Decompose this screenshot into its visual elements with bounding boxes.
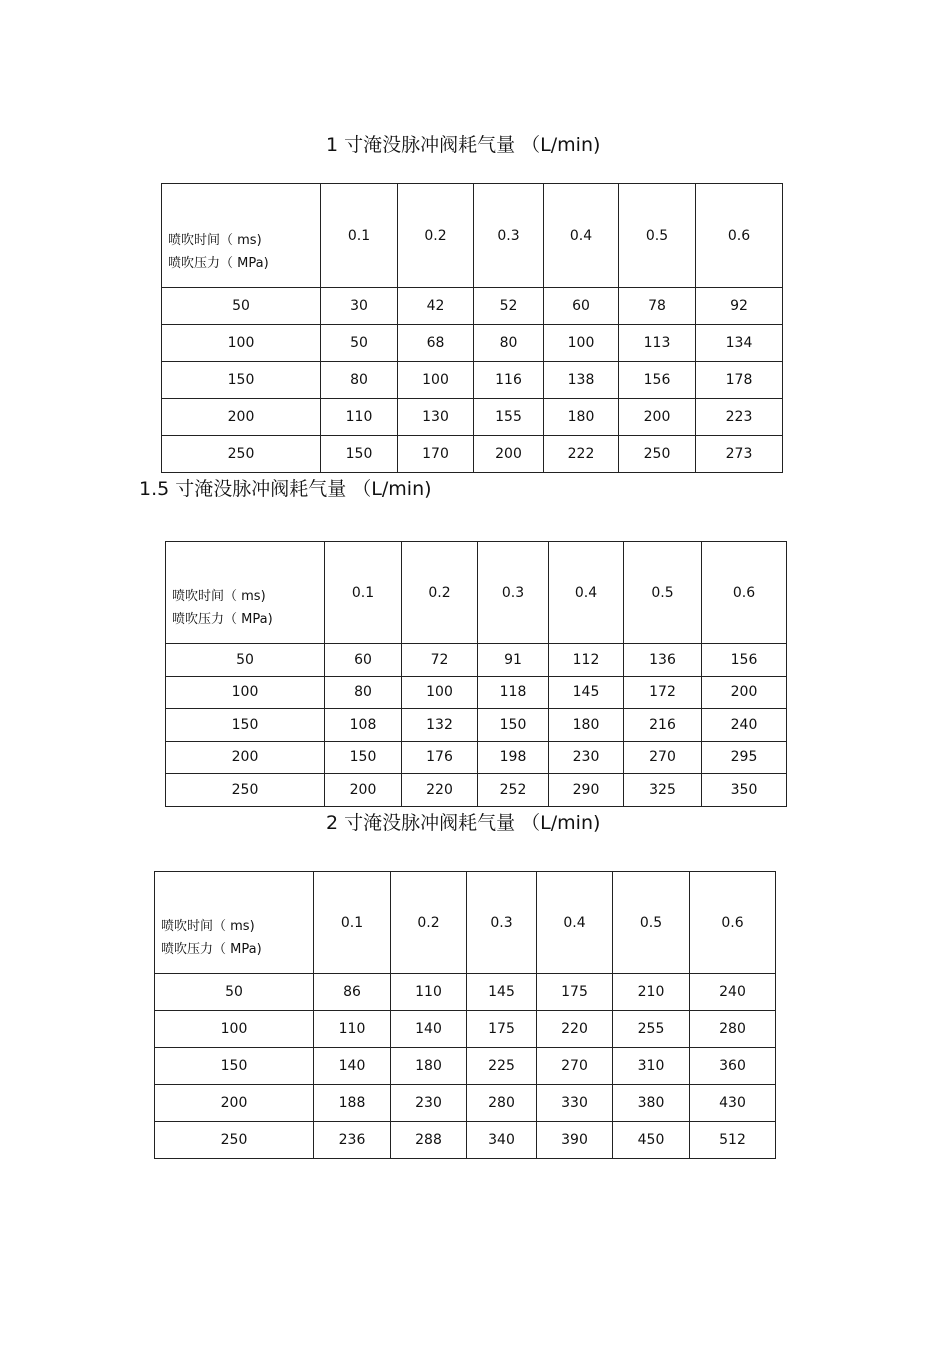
table-row — [155, 974, 776, 1011]
table-cell: 150 — [478, 709, 549, 742]
column-header: 0.3 — [467, 872, 537, 974]
row-header: 150 — [162, 362, 321, 399]
table-title-1-5-inch: 1.5 寸淹没脉冲阀耗气量 （L/min) — [139, 478, 432, 500]
column-header: 0.4 — [537, 872, 613, 974]
corner-header-cell — [155, 872, 314, 974]
table-cell: 280 — [690, 1011, 776, 1048]
table-cell: 132 — [402, 709, 478, 742]
table-row — [162, 362, 783, 399]
table-cell: 80 — [474, 325, 544, 362]
table-cell: 222 — [544, 436, 619, 473]
table-row — [166, 676, 787, 709]
table-cell: 175 — [537, 974, 613, 1011]
table-cell: 100 — [544, 325, 619, 362]
row-header: 250 — [166, 774, 325, 807]
table-cell: 350 — [702, 774, 787, 807]
column-header: 0.6 — [702, 542, 787, 644]
table-cell: 100 — [402, 676, 478, 709]
column-header: 0.5 — [613, 872, 690, 974]
table-cell: 140 — [314, 1048, 391, 1085]
column-header: 0.1 — [325, 542, 402, 644]
table-row — [162, 288, 783, 325]
table-cell: 172 — [624, 676, 702, 709]
table-cell: 210 — [613, 974, 690, 1011]
table-cell: 200 — [702, 676, 787, 709]
table-cell: 236 — [314, 1122, 391, 1159]
table-cell: 134 — [696, 325, 783, 362]
table-cell: 295 — [702, 741, 787, 774]
pulse-pressure-label: 喷吹压力（ MPa) — [161, 942, 262, 957]
table-cell: 78 — [619, 288, 696, 325]
row-header: 100 — [162, 325, 321, 362]
table-cell: 200 — [325, 774, 402, 807]
table-row — [155, 1085, 776, 1122]
table-cell: 150 — [325, 741, 402, 774]
table-cell: 230 — [549, 741, 624, 774]
table-header-row — [166, 542, 787, 644]
table-cell: 325 — [624, 774, 702, 807]
corner-header-cell — [162, 184, 321, 288]
table-cell: 255 — [613, 1011, 690, 1048]
table-cell: 180 — [391, 1048, 467, 1085]
table-cell: 110 — [391, 974, 467, 1011]
table-cell: 180 — [549, 709, 624, 742]
table-cell: 512 — [690, 1122, 776, 1159]
pulse-time-label: 喷吹时间（ ms) — [172, 589, 266, 604]
table-cell: 140 — [391, 1011, 467, 1048]
table-cell: 240 — [690, 974, 776, 1011]
column-header: 0.1 — [321, 184, 398, 288]
table-cell: 180 — [544, 399, 619, 436]
column-header: 0.2 — [398, 184, 474, 288]
row-header: 200 — [155, 1085, 314, 1122]
table-row — [166, 774, 787, 807]
corner-header-cell — [166, 542, 325, 644]
column-header: 0.5 — [624, 542, 702, 644]
table-cell: 112 — [549, 644, 624, 677]
table-cell: 188 — [314, 1085, 391, 1122]
table-cell: 273 — [696, 436, 783, 473]
table-cell: 220 — [537, 1011, 613, 1048]
table-cell: 116 — [474, 362, 544, 399]
row-header: 50 — [162, 288, 321, 325]
table-cell: 110 — [321, 399, 398, 436]
row-header: 100 — [166, 676, 325, 709]
table-cell: 230 — [391, 1085, 467, 1122]
table-cell: 145 — [467, 974, 537, 1011]
table-cell: 60 — [325, 644, 402, 677]
column-header: 0.1 — [314, 872, 391, 974]
table-cell: 86 — [314, 974, 391, 1011]
table-cell: 430 — [690, 1085, 776, 1122]
table-cell: 138 — [544, 362, 619, 399]
table-cell: 340 — [467, 1122, 537, 1159]
column-header: 0.6 — [696, 184, 783, 288]
table-row — [155, 1048, 776, 1085]
table-cell: 288 — [391, 1122, 467, 1159]
table-cell: 156 — [702, 644, 787, 677]
row-header: 100 — [155, 1011, 314, 1048]
table-cell: 136 — [624, 644, 702, 677]
pulse-time-label: 喷吹时间（ ms) — [168, 233, 262, 248]
table-cell: 280 — [467, 1085, 537, 1122]
pulse-time-label: 喷吹时间（ ms) — [161, 919, 255, 934]
row-header: 250 — [155, 1122, 314, 1159]
table-cell: 223 — [696, 399, 783, 436]
table-header-row — [162, 184, 783, 288]
table-cell: 92 — [696, 288, 783, 325]
table-cell: 170 — [398, 436, 474, 473]
table-cell: 156 — [619, 362, 696, 399]
column-header: 0.3 — [478, 542, 549, 644]
column-header: 0.2 — [402, 542, 478, 644]
air-consumption-table-1-5-inch — [165, 541, 787, 807]
column-header: 0.4 — [544, 184, 619, 288]
table-cell: 110 — [314, 1011, 391, 1048]
table-cell: 108 — [325, 709, 402, 742]
table-cell: 30 — [321, 288, 398, 325]
table-cell: 60 — [544, 288, 619, 325]
table-row — [162, 399, 783, 436]
column-header: 0.6 — [690, 872, 776, 974]
table-cell: 80 — [321, 362, 398, 399]
table-title-2-inch: 2 寸淹没脉冲阀耗气量 （L/min) — [326, 812, 601, 834]
table-cell: 130 — [398, 399, 474, 436]
table-cell: 330 — [537, 1085, 613, 1122]
table-cell: 176 — [402, 741, 478, 774]
table-cell: 240 — [702, 709, 787, 742]
table-cell: 113 — [619, 325, 696, 362]
table-cell: 155 — [474, 399, 544, 436]
row-header: 50 — [166, 644, 325, 677]
table-cell: 380 — [613, 1085, 690, 1122]
table-cell: 225 — [467, 1048, 537, 1085]
table-row — [155, 1122, 776, 1159]
table-cell: 50 — [321, 325, 398, 362]
table-cell: 178 — [696, 362, 783, 399]
table-cell: 80 — [325, 676, 402, 709]
column-header: 0.3 — [474, 184, 544, 288]
table-cell: 270 — [537, 1048, 613, 1085]
air-consumption-table-2-inch — [154, 871, 776, 1159]
table-cell: 270 — [624, 741, 702, 774]
table-cell: 72 — [402, 644, 478, 677]
table-cell: 390 — [537, 1122, 613, 1159]
table-cell: 200 — [619, 399, 696, 436]
pulse-pressure-label: 喷吹压力（ MPa) — [168, 256, 269, 271]
row-header: 200 — [166, 741, 325, 774]
table-cell: 220 — [402, 774, 478, 807]
table-cell: 91 — [478, 644, 549, 677]
pulse-pressure-label: 喷吹压力（ MPa) — [172, 612, 273, 627]
table-cell: 100 — [398, 362, 474, 399]
column-header: 0.2 — [391, 872, 467, 974]
table-cell: 118 — [478, 676, 549, 709]
table-row — [162, 325, 783, 362]
row-header: 150 — [155, 1048, 314, 1085]
table-cell: 198 — [478, 741, 549, 774]
column-header: 0.5 — [619, 184, 696, 288]
table-row — [166, 644, 787, 677]
table-cell: 250 — [619, 436, 696, 473]
table-cell: 52 — [474, 288, 544, 325]
table-header-row — [155, 872, 776, 974]
table-row — [155, 1011, 776, 1048]
table-title-1-inch: 1 寸淹没脉冲阀耗气量 （L/min) — [326, 134, 601, 156]
table-row — [162, 436, 783, 473]
table-cell: 68 — [398, 325, 474, 362]
table-cell: 200 — [474, 436, 544, 473]
row-header: 50 — [155, 974, 314, 1011]
table-cell: 150 — [321, 436, 398, 473]
row-header: 250 — [162, 436, 321, 473]
table-cell: 310 — [613, 1048, 690, 1085]
air-consumption-table-1-inch — [161, 183, 783, 473]
row-header: 150 — [166, 709, 325, 742]
row-header: 200 — [162, 399, 321, 436]
table-row — [166, 741, 787, 774]
table-cell: 42 — [398, 288, 474, 325]
table-row — [166, 709, 787, 742]
column-header: 0.4 — [549, 542, 624, 644]
table-cell: 145 — [549, 676, 624, 709]
table-cell: 175 — [467, 1011, 537, 1048]
table-cell: 216 — [624, 709, 702, 742]
table-cell: 450 — [613, 1122, 690, 1159]
table-cell: 290 — [549, 774, 624, 807]
table-cell: 252 — [478, 774, 549, 807]
table-cell: 360 — [690, 1048, 776, 1085]
